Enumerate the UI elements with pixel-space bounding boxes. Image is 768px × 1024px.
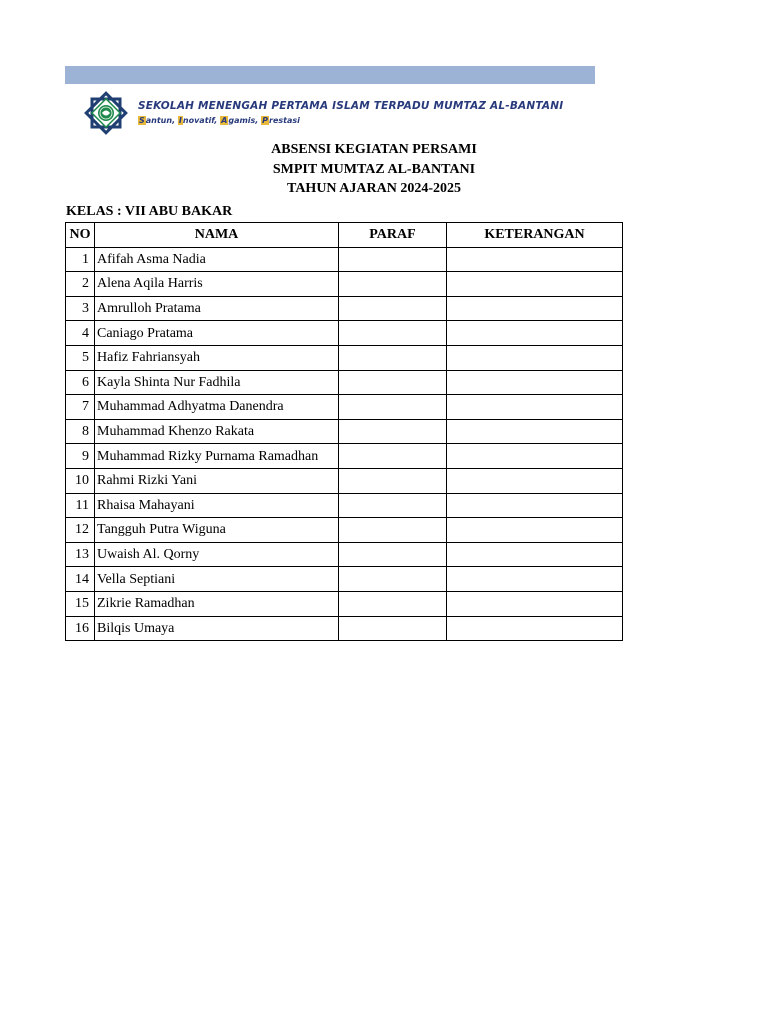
signature-cell[interactable] <box>339 567 447 592</box>
remarks-cell[interactable] <box>447 345 623 370</box>
table-row <box>66 272 623 297</box>
signature-cell[interactable] <box>339 419 447 444</box>
motto-initial: P <box>262 116 269 125</box>
signature-cell[interactable] <box>339 444 447 469</box>
student-name: Muhammad Adhyatma Danendra <box>95 395 339 420</box>
signature-cell[interactable] <box>339 321 447 346</box>
table-row <box>66 345 623 370</box>
row-number: 16 <box>66 616 95 641</box>
table-row <box>66 419 623 444</box>
row-number: 1 <box>66 247 95 272</box>
row-number: 9 <box>66 444 95 469</box>
row-number: 7 <box>66 395 95 420</box>
table-row <box>66 370 623 395</box>
student-name: Muhammad Rizky Purnama Ramadhan <box>95 444 339 469</box>
signature-cell[interactable] <box>339 395 447 420</box>
student-name: Kayla Shinta Nur Fadhila <box>95 370 339 395</box>
header-nama: NAMA <box>95 223 339 248</box>
table-row <box>66 321 623 346</box>
motto-word: restasi <box>269 116 300 125</box>
student-name: Tangguh Putra Wiguna <box>95 518 339 543</box>
row-number: 5 <box>66 345 95 370</box>
school-name: SEKOLAH MENENGAH PERTAMA ISLAM TERPADU MUMTAZ AL-BANTANI <box>138 100 564 112</box>
student-name: Alena Aqila Harris <box>95 272 339 297</box>
title-line-activity: ABSENSI KEGIATAN PERSAMI <box>271 142 477 157</box>
signature-cell[interactable] <box>339 591 447 616</box>
signature-cell[interactable] <box>339 493 447 518</box>
school-motto <box>138 116 300 125</box>
row-number: 6 <box>66 370 95 395</box>
signature-cell[interactable] <box>339 518 447 543</box>
header-color-bar <box>65 66 595 84</box>
remarks-cell[interactable] <box>447 247 623 272</box>
table-row <box>66 395 623 420</box>
student-name: Zikrie Ramadhan <box>95 591 339 616</box>
remarks-cell[interactable] <box>447 591 623 616</box>
remarks-cell[interactable] <box>447 493 623 518</box>
row-number: 11 <box>66 493 95 518</box>
table-row <box>66 591 623 616</box>
signature-cell[interactable] <box>339 542 447 567</box>
motto-initial: I <box>178 116 182 125</box>
remarks-cell[interactable] <box>447 272 623 297</box>
remarks-cell[interactable] <box>447 567 623 592</box>
table-row <box>66 247 623 272</box>
school-emblem-icon <box>80 89 132 137</box>
row-number: 8 <box>66 419 95 444</box>
motto-word: novatif, <box>182 116 221 125</box>
signature-cell[interactable] <box>339 468 447 493</box>
table-row <box>66 296 623 321</box>
row-number: 4 <box>66 321 95 346</box>
student-name: Rahmi Rizki Yani <box>95 468 339 493</box>
student-name: Bilqis Umaya <box>95 616 339 641</box>
document-title <box>180 140 568 199</box>
student-name: Afifah Asma Nadia <box>95 247 339 272</box>
table-row <box>66 518 623 543</box>
motto-word: gamis, <box>228 116 262 125</box>
student-name: Uwaish Al. Qorny <box>95 542 339 567</box>
row-number: 13 <box>66 542 95 567</box>
signature-cell[interactable] <box>339 296 447 321</box>
table-row <box>66 493 623 518</box>
signature-cell[interactable] <box>339 272 447 297</box>
attendance-table <box>65 222 623 641</box>
student-name: Vella Septiani <box>95 567 339 592</box>
table-row <box>66 468 623 493</box>
remarks-cell[interactable] <box>447 444 623 469</box>
row-number: 15 <box>66 591 95 616</box>
title-line-school: SMPIT MUMTAZ AL-BANTANI <box>272 161 476 177</box>
remarks-cell[interactable] <box>447 419 623 444</box>
header-no: NO <box>66 223 95 248</box>
remarks-cell[interactable] <box>447 616 623 641</box>
signature-cell[interactable] <box>339 247 447 272</box>
table-row <box>66 567 623 592</box>
motto-word: antun, <box>145 116 178 125</box>
table-header-row <box>66 223 623 248</box>
class-label: KELAS : VII ABU BAKAR <box>66 204 233 219</box>
row-number: 2 <box>66 272 95 297</box>
motto-initial: A <box>221 116 228 125</box>
student-name: Rhaisa Mahayani <box>95 493 339 518</box>
row-number: 3 <box>66 296 95 321</box>
signature-cell[interactable] <box>339 345 447 370</box>
table-row <box>66 444 623 469</box>
remarks-cell[interactable] <box>447 321 623 346</box>
row-number: 14 <box>66 567 95 592</box>
student-name: Amrulloh Pratama <box>95 296 339 321</box>
remarks-cell[interactable] <box>447 296 623 321</box>
remarks-cell[interactable] <box>447 518 623 543</box>
row-number: 10 <box>66 468 95 493</box>
table-row <box>66 616 623 641</box>
student-name: Hafiz Fahriansyah <box>95 345 339 370</box>
signature-cell[interactable] <box>339 616 447 641</box>
header-keterangan: KETERANGAN <box>447 223 623 248</box>
remarks-cell[interactable] <box>447 370 623 395</box>
header-paraf: PARAF <box>339 223 447 248</box>
school-letterhead <box>66 88 606 138</box>
table-row <box>66 542 623 567</box>
student-name: Muhammad Khenzo Rakata <box>95 419 339 444</box>
remarks-cell[interactable] <box>447 542 623 567</box>
title-line-year: TAHUN AJARAN 2024-2025 <box>287 181 461 196</box>
remarks-cell[interactable] <box>447 468 623 493</box>
motto-initial: S <box>139 116 145 125</box>
remarks-cell[interactable] <box>447 395 623 420</box>
row-number: 12 <box>66 518 95 543</box>
signature-cell[interactable] <box>339 370 447 395</box>
student-name: Caniago Pratama <box>95 321 339 346</box>
